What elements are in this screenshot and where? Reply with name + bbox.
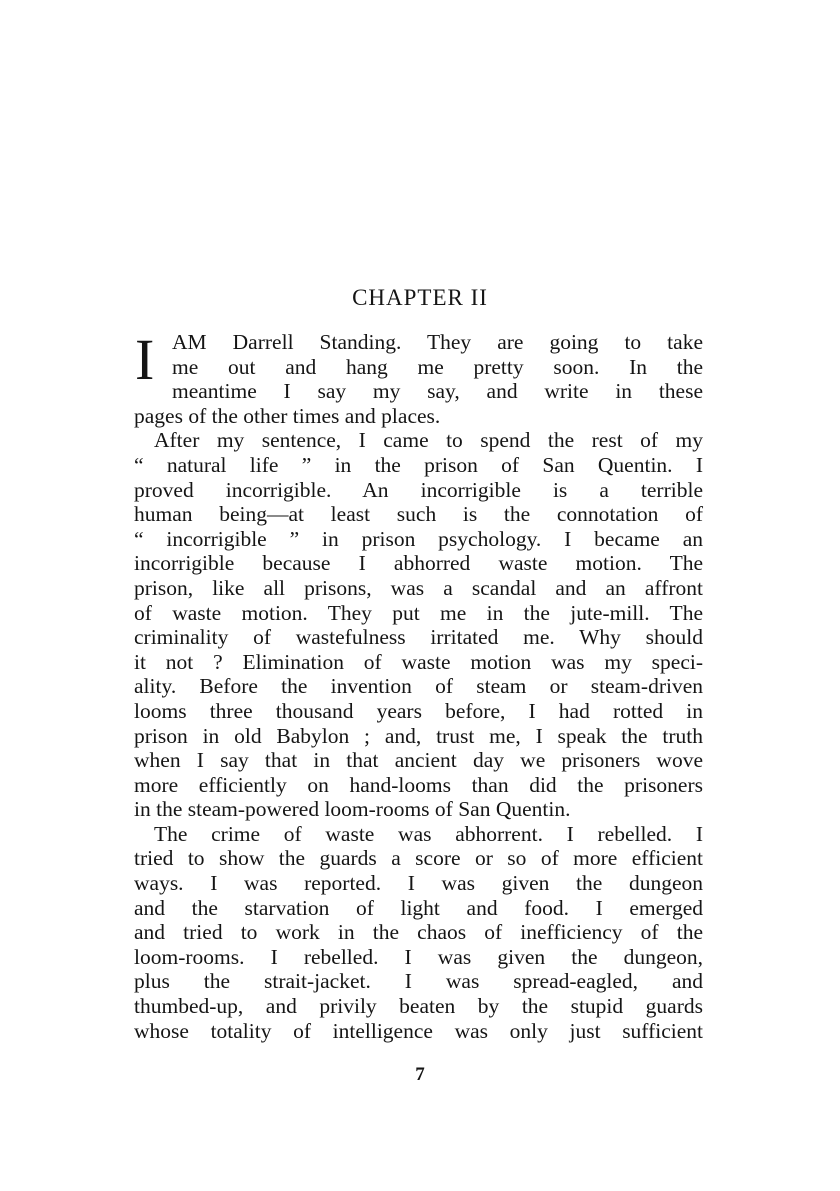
- text-line: AM Darrell Standing. They are going to take: [172, 330, 703, 354]
- opening-paragraph-dropcap-block: [134, 327, 703, 404]
- text-line: prison, like all prisons, was a scandal and an affront: [134, 575, 703, 600]
- text-line: thumbed-up, and privily beaten by the stupid guards: [134, 994, 703, 1019]
- text-line: tried to show the guards a score or so of more efficient: [134, 846, 703, 871]
- text-line: in the steam-powered loom-rooms of San Quentin.: [134, 797, 571, 822]
- text-line: more efficiently on hand-looms than did the prisoners: [134, 772, 703, 797]
- chapter-heading: CHAPTER II: [352, 285, 488, 310]
- text-line: of waste motion. They put me in the jute-mill. The: [134, 600, 703, 625]
- text-line: pages of the other times and places.: [134, 403, 441, 428]
- text-line: plus the strait-jacket. I was spread-eagled, and: [134, 969, 703, 994]
- text-line: “ natural life ” in the prison of San Quentin. I: [134, 452, 703, 477]
- text-line: looms three thousand years before, I had rotted in: [134, 698, 703, 723]
- text-line: prison in old Babylon ; and, trust me, I speak the truth: [134, 723, 703, 748]
- text-line: and tried to work in the chaos of inefficiency of the: [134, 920, 703, 945]
- dropcap-letter: I: [135, 327, 155, 392]
- page-number: 7: [415, 1064, 425, 1085]
- text-line: when I say that in that ancient day we prisoners wove: [134, 748, 703, 773]
- text-line: After my sentence, I came to spend the rest of my: [154, 428, 703, 453]
- text-line: incorrigible because I abhorred waste motion. The: [134, 551, 703, 576]
- text-line: criminality of wastefulness irritated me. Why should: [134, 625, 703, 650]
- text-line: proved incorrigible. An incorrigible is a terrible: [134, 477, 703, 502]
- text-line: The crime of waste was abhorrent. I rebelled. I: [154, 821, 703, 846]
- text-line: me out and hang me pretty soon. In the: [172, 354, 703, 379]
- chapter-body: [134, 327, 703, 1043]
- text-line: human being—at least such is the connotation of: [134, 502, 703, 527]
- text-line: ality. Before the invention of steam or steam-driven: [134, 674, 703, 699]
- text-line: and the starvation of light and food. I emerged: [134, 895, 703, 920]
- text-line: meantime I say my say, and write in these: [172, 379, 703, 404]
- text-line: “ incorrigible ” in prison psychology. I became an: [134, 526, 703, 551]
- text-line: whose totality of intelligence was only just sufficient: [134, 1018, 703, 1043]
- text-line: ways. I was reported. I was given the dungeon: [134, 871, 703, 896]
- text-line: it not ? Elimination of waste motion was my speci-: [134, 649, 703, 674]
- text-line: loom-rooms. I rebelled. I was given the dungeon,: [134, 944, 703, 969]
